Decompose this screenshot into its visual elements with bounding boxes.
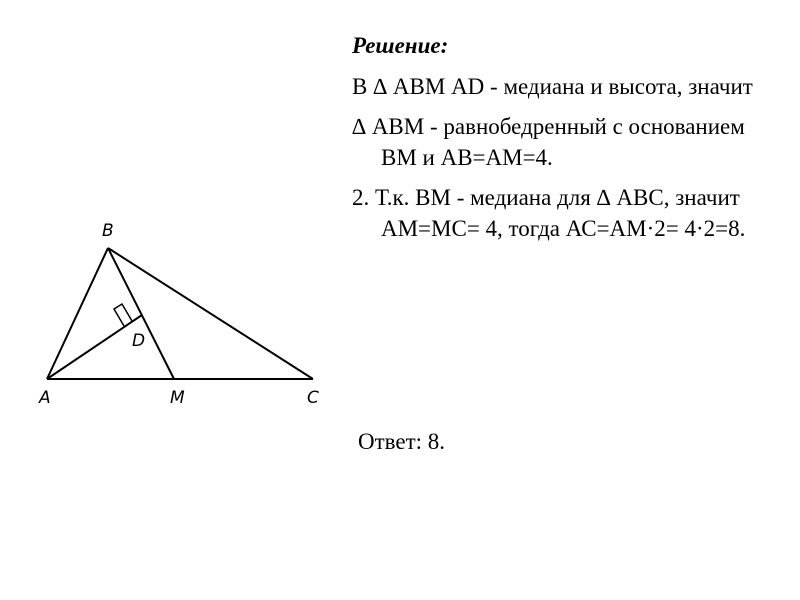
median-bm: [108, 248, 174, 379]
solution-heading: Решение:: [352, 33, 449, 58]
label-d: D: [132, 331, 146, 351]
solution-paragraph-3: 2. Т.к. ВМ - медиана для ∆ АВС, значит АМ=МС= 4, тогда АС=АМ·2= 4·2=8.: [352, 185, 746, 241]
label-a: A: [39, 388, 51, 408]
answer-text: Ответ: 8.: [358, 429, 446, 454]
label-m: M: [170, 388, 185, 408]
label-b: B: [102, 221, 114, 241]
solution-text: [352, 30, 782, 253]
triangle-diagram: [30, 210, 330, 410]
label-c: C: [307, 388, 319, 408]
triangle-figure: [30, 210, 330, 410]
side-bc: [108, 248, 313, 379]
solution-paragraph-1: В ∆ АВМ АD - медиана и высота, значит: [352, 74, 753, 99]
solution-paragraph-2: ∆ АВМ - равнобедренный с основанием ВМ и АВ=АМ=4.: [352, 114, 745, 170]
